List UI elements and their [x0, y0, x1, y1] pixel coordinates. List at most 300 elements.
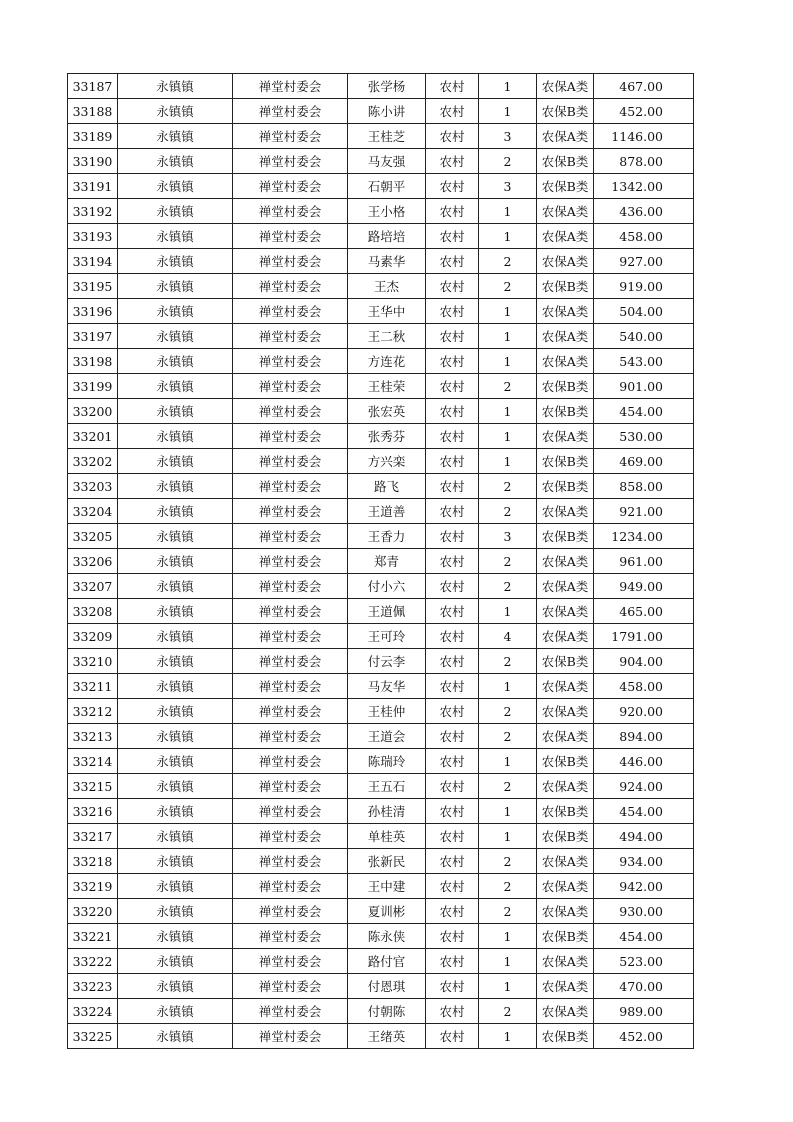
town-cell: 永镇镇: [118, 274, 233, 299]
village-committee-cell: 禅堂村委会: [233, 624, 348, 649]
person-name-cell: 王二秋: [348, 324, 426, 349]
person-name-cell: 马友华: [348, 674, 426, 699]
amount-cell: 446.00: [594, 749, 694, 774]
insurance-category-cell: 农保A类: [537, 199, 594, 224]
table-row: [68, 99, 694, 124]
insurance-category-cell: 农保A类: [537, 899, 594, 924]
village-committee-cell: 禅堂村委会: [233, 749, 348, 774]
member-count-cell: 1: [479, 799, 537, 824]
insurance-category-cell: 农保B类: [537, 99, 594, 124]
insurance-category-cell: 农保A类: [537, 949, 594, 974]
member-count-cell: 1: [479, 924, 537, 949]
amount-cell: 470.00: [594, 974, 694, 999]
person-name-cell: 夏训彬: [348, 899, 426, 924]
town-cell: 永镇镇: [118, 524, 233, 549]
household-type-cell: 农村: [426, 424, 479, 449]
table-row: [68, 474, 694, 499]
record-id-cell: 33193: [68, 224, 118, 249]
village-committee-cell: 禅堂村委会: [233, 449, 348, 474]
table-row: [68, 1024, 694, 1049]
table-row: [68, 674, 694, 699]
town-cell: 永镇镇: [118, 599, 233, 624]
insurance-category-cell: 农保B类: [537, 449, 594, 474]
household-type-cell: 农村: [426, 774, 479, 799]
person-name-cell: 陈永侠: [348, 924, 426, 949]
table-row: [68, 624, 694, 649]
amount-cell: 504.00: [594, 299, 694, 324]
table-row: [68, 749, 694, 774]
table-row: [68, 724, 694, 749]
insurance-category-cell: 农保A类: [537, 574, 594, 599]
member-count-cell: 2: [479, 724, 537, 749]
village-committee-cell: 禅堂村委会: [233, 849, 348, 874]
record-id-cell: 33220: [68, 899, 118, 924]
person-name-cell: 路培培: [348, 224, 426, 249]
town-cell: 永镇镇: [118, 424, 233, 449]
table-row: [68, 999, 694, 1024]
household-type-cell: 农村: [426, 674, 479, 699]
amount-cell: 436.00: [594, 199, 694, 224]
record-id-cell: 33192: [68, 199, 118, 224]
amount-cell: 930.00: [594, 899, 694, 924]
insurance-category-cell: 农保B类: [537, 649, 594, 674]
town-cell: 永镇镇: [118, 1024, 233, 1049]
village-committee-cell: 禅堂村委会: [233, 399, 348, 424]
person-name-cell: 张宏英: [348, 399, 426, 424]
village-committee-cell: 禅堂村委会: [233, 699, 348, 724]
record-id-cell: 33222: [68, 949, 118, 974]
household-type-cell: 农村: [426, 749, 479, 774]
member-count-cell: 1: [479, 449, 537, 474]
member-count-cell: 4: [479, 624, 537, 649]
household-type-cell: 农村: [426, 174, 479, 199]
household-type-cell: 农村: [426, 574, 479, 599]
insurance-category-cell: 农保B类: [537, 149, 594, 174]
person-name-cell: 王桂仲: [348, 699, 426, 724]
table-row: [68, 799, 694, 824]
record-id-cell: 33217: [68, 824, 118, 849]
record-id-cell: 33218: [68, 849, 118, 874]
town-cell: 永镇镇: [118, 174, 233, 199]
table-row: [68, 74, 694, 99]
village-committee-cell: 禅堂村委会: [233, 824, 348, 849]
amount-cell: 989.00: [594, 999, 694, 1024]
insurance-category-cell: 农保A类: [537, 699, 594, 724]
village-committee-cell: 禅堂村委会: [233, 249, 348, 274]
village-committee-cell: 禅堂村委会: [233, 174, 348, 199]
person-name-cell: 路飞: [348, 474, 426, 499]
member-count-cell: 2: [479, 849, 537, 874]
insurance-category-cell: 农保A类: [537, 674, 594, 699]
town-cell: 永镇镇: [118, 549, 233, 574]
member-count-cell: 2: [479, 899, 537, 924]
record-id-cell: 33212: [68, 699, 118, 724]
insurance-category-cell: 农保B类: [537, 174, 594, 199]
table-row: [68, 549, 694, 574]
record-id-cell: 33199: [68, 374, 118, 399]
member-count-cell: 3: [479, 524, 537, 549]
insurance-category-cell: 农保A类: [537, 299, 594, 324]
amount-cell: 1234.00: [594, 524, 694, 549]
town-cell: 永镇镇: [118, 349, 233, 374]
table-row: [68, 874, 694, 899]
insurance-category-cell: 农保B类: [537, 824, 594, 849]
amount-cell: 454.00: [594, 399, 694, 424]
town-cell: 永镇镇: [118, 674, 233, 699]
record-id-cell: 33215: [68, 774, 118, 799]
person-name-cell: 王五石: [348, 774, 426, 799]
amount-cell: 458.00: [594, 224, 694, 249]
record-id-cell: 33203: [68, 474, 118, 499]
village-committee-cell: 禅堂村委会: [233, 874, 348, 899]
member-count-cell: 1: [479, 599, 537, 624]
amount-cell: 858.00: [594, 474, 694, 499]
amount-cell: 452.00: [594, 1024, 694, 1049]
insurance-category-cell: 农保B类: [537, 524, 594, 549]
person-name-cell: 路付官: [348, 949, 426, 974]
amount-cell: 523.00: [594, 949, 694, 974]
table-row: [68, 774, 694, 799]
record-id-cell: 33208: [68, 599, 118, 624]
table-row: [68, 699, 694, 724]
member-count-cell: 2: [479, 149, 537, 174]
household-type-cell: 农村: [426, 849, 479, 874]
town-cell: 永镇镇: [118, 749, 233, 774]
record-id-cell: 33213: [68, 724, 118, 749]
town-cell: 永镇镇: [118, 149, 233, 174]
household-type-cell: 农村: [426, 349, 479, 374]
amount-cell: 904.00: [594, 649, 694, 674]
household-type-cell: 农村: [426, 999, 479, 1024]
village-committee-cell: 禅堂村委会: [233, 599, 348, 624]
record-id-cell: 33194: [68, 249, 118, 274]
record-id-cell: 33205: [68, 524, 118, 549]
village-committee-cell: 禅堂村委会: [233, 374, 348, 399]
insurance-category-cell: 农保A类: [537, 224, 594, 249]
table-row: [68, 524, 694, 549]
insurance-category-cell: 农保A类: [537, 624, 594, 649]
record-id-cell: 33195: [68, 274, 118, 299]
member-count-cell: 1: [479, 824, 537, 849]
amount-cell: 934.00: [594, 849, 694, 874]
town-cell: 永镇镇: [118, 824, 233, 849]
person-name-cell: 王香力: [348, 524, 426, 549]
record-id-cell: 33207: [68, 574, 118, 599]
village-committee-cell: 禅堂村委会: [233, 974, 348, 999]
member-count-cell: 1: [479, 349, 537, 374]
member-count-cell: 2: [479, 374, 537, 399]
town-cell: 永镇镇: [118, 949, 233, 974]
record-id-cell: 33198: [68, 349, 118, 374]
village-committee-cell: 禅堂村委会: [233, 124, 348, 149]
table-row: [68, 299, 694, 324]
person-name-cell: 付恩琪: [348, 974, 426, 999]
insurance-category-cell: 农保A类: [537, 424, 594, 449]
table-row: [68, 599, 694, 624]
household-type-cell: 农村: [426, 624, 479, 649]
member-count-cell: 1: [479, 949, 537, 974]
record-id-cell: 33219: [68, 874, 118, 899]
amount-cell: 927.00: [594, 249, 694, 274]
person-name-cell: 张新民: [348, 849, 426, 874]
village-committee-cell: 禅堂村委会: [233, 524, 348, 549]
village-committee-cell: 禅堂村委会: [233, 274, 348, 299]
record-id-cell: 33200: [68, 399, 118, 424]
table-row: [68, 374, 694, 399]
table-row: [68, 849, 694, 874]
person-name-cell: 王华中: [348, 299, 426, 324]
table-row: [68, 924, 694, 949]
record-id-cell: 33225: [68, 1024, 118, 1049]
person-name-cell: 王桂荣: [348, 374, 426, 399]
household-type-cell: 农村: [426, 474, 479, 499]
member-count-cell: 1: [479, 199, 537, 224]
household-type-cell: 农村: [426, 99, 479, 124]
member-count-cell: 1: [479, 974, 537, 999]
town-cell: 永镇镇: [118, 799, 233, 824]
member-count-cell: 2: [479, 874, 537, 899]
insurance-category-cell: 农保A类: [537, 549, 594, 574]
household-type-cell: 农村: [426, 649, 479, 674]
insurance-category-cell: 农保B类: [537, 749, 594, 774]
household-type-cell: 农村: [426, 1024, 479, 1049]
village-committee-cell: 禅堂村委会: [233, 199, 348, 224]
village-committee-cell: 禅堂村委会: [233, 74, 348, 99]
record-id-cell: 33224: [68, 999, 118, 1024]
person-name-cell: 单桂英: [348, 824, 426, 849]
amount-cell: 1146.00: [594, 124, 694, 149]
member-count-cell: 3: [479, 174, 537, 199]
person-name-cell: 陈瑞玲: [348, 749, 426, 774]
town-cell: 永镇镇: [118, 449, 233, 474]
town-cell: 永镇镇: [118, 774, 233, 799]
amount-cell: 1791.00: [594, 624, 694, 649]
table-row: [68, 124, 694, 149]
person-name-cell: 石朝平: [348, 174, 426, 199]
record-id-cell: 33189: [68, 124, 118, 149]
amount-cell: 454.00: [594, 924, 694, 949]
record-id-cell: 33197: [68, 324, 118, 349]
town-cell: 永镇镇: [118, 99, 233, 124]
person-name-cell: 孙桂清: [348, 799, 426, 824]
member-count-cell: 1: [479, 99, 537, 124]
amount-cell: 949.00: [594, 574, 694, 599]
insurance-category-cell: 农保A类: [537, 599, 594, 624]
member-count-cell: 2: [479, 474, 537, 499]
insurance-category-cell: 农保B类: [537, 374, 594, 399]
record-id-cell: 33196: [68, 299, 118, 324]
table-row: [68, 449, 694, 474]
household-type-cell: 农村: [426, 324, 479, 349]
record-id-cell: 33206: [68, 549, 118, 574]
person-name-cell: 王桂芝: [348, 124, 426, 149]
table-row: [68, 399, 694, 424]
record-id-cell: 33204: [68, 499, 118, 524]
record-id-cell: 33216: [68, 799, 118, 824]
table-row: [68, 224, 694, 249]
record-id-cell: 33187: [68, 74, 118, 99]
town-cell: 永镇镇: [118, 624, 233, 649]
table-row: [68, 149, 694, 174]
household-type-cell: 农村: [426, 899, 479, 924]
record-id-cell: 33191: [68, 174, 118, 199]
town-cell: 永镇镇: [118, 974, 233, 999]
household-type-cell: 农村: [426, 949, 479, 974]
person-name-cell: 张学杨: [348, 74, 426, 99]
member-count-cell: 2: [479, 274, 537, 299]
member-count-cell: 1: [479, 749, 537, 774]
town-cell: 永镇镇: [118, 199, 233, 224]
member-count-cell: 3: [479, 124, 537, 149]
member-count-cell: 1: [479, 299, 537, 324]
member-count-cell: 2: [479, 699, 537, 724]
insurance-category-cell: 农保B类: [537, 474, 594, 499]
person-name-cell: 王绪英: [348, 1024, 426, 1049]
person-name-cell: 付云李: [348, 649, 426, 674]
table-row: [68, 949, 694, 974]
town-cell: 永镇镇: [118, 924, 233, 949]
person-name-cell: 王可玲: [348, 624, 426, 649]
amount-cell: 540.00: [594, 324, 694, 349]
village-committee-cell: 禅堂村委会: [233, 499, 348, 524]
town-cell: 永镇镇: [118, 574, 233, 599]
village-committee-cell: 禅堂村委会: [233, 424, 348, 449]
person-name-cell: 王中建: [348, 874, 426, 899]
table-row: [68, 424, 694, 449]
person-name-cell: 马素华: [348, 249, 426, 274]
table-row: [68, 649, 694, 674]
table-row: [68, 274, 694, 299]
amount-cell: 924.00: [594, 774, 694, 799]
town-cell: 永镇镇: [118, 324, 233, 349]
household-type-cell: 农村: [426, 874, 479, 899]
insurance-category-cell: 农保A类: [537, 74, 594, 99]
record-id-cell: 33211: [68, 674, 118, 699]
insurance-category-cell: 农保B类: [537, 924, 594, 949]
person-name-cell: 王杰: [348, 274, 426, 299]
village-committee-cell: 禅堂村委会: [233, 224, 348, 249]
village-committee-cell: 禅堂村委会: [233, 99, 348, 124]
amount-cell: 920.00: [594, 699, 694, 724]
record-id-cell: 33210: [68, 649, 118, 674]
person-name-cell: 张秀芬: [348, 424, 426, 449]
amount-cell: 543.00: [594, 349, 694, 374]
town-cell: 永镇镇: [118, 224, 233, 249]
household-type-cell: 农村: [426, 199, 479, 224]
household-type-cell: 农村: [426, 449, 479, 474]
amount-cell: 942.00: [594, 874, 694, 899]
town-cell: 永镇镇: [118, 699, 233, 724]
town-cell: 永镇镇: [118, 999, 233, 1024]
person-name-cell: 付朝陈: [348, 999, 426, 1024]
person-name-cell: 郑青: [348, 549, 426, 574]
member-count-cell: 1: [479, 399, 537, 424]
village-committee-cell: 禅堂村委会: [233, 149, 348, 174]
household-type-cell: 农村: [426, 374, 479, 399]
amount-cell: 454.00: [594, 799, 694, 824]
person-name-cell: 王小格: [348, 199, 426, 224]
insurance-category-cell: 农保A类: [537, 874, 594, 899]
member-count-cell: 2: [479, 574, 537, 599]
village-committee-cell: 禅堂村委会: [233, 899, 348, 924]
record-id-cell: 33202: [68, 449, 118, 474]
village-committee-cell: 禅堂村委会: [233, 299, 348, 324]
household-type-cell: 农村: [426, 599, 479, 624]
member-count-cell: 1: [479, 424, 537, 449]
record-id-cell: 33201: [68, 424, 118, 449]
insurance-category-cell: 农保B类: [537, 399, 594, 424]
person-name-cell: 方连花: [348, 349, 426, 374]
town-cell: 永镇镇: [118, 724, 233, 749]
insurance-category-cell: 农保A类: [537, 774, 594, 799]
insurance-category-cell: 农保A类: [537, 849, 594, 874]
insurance-category-cell: 农保A类: [537, 324, 594, 349]
household-type-cell: 农村: [426, 274, 479, 299]
village-committee-cell: 禅堂村委会: [233, 924, 348, 949]
table-row: [68, 199, 694, 224]
table-row: [68, 974, 694, 999]
insurance-category-cell: 农保A类: [537, 124, 594, 149]
insurance-category-cell: 农保A类: [537, 999, 594, 1024]
table-row: [68, 174, 694, 199]
town-cell: 永镇镇: [118, 399, 233, 424]
village-committee-cell: 禅堂村委会: [233, 799, 348, 824]
amount-cell: 901.00: [594, 374, 694, 399]
relief-roster-table: [67, 73, 694, 1049]
household-type-cell: 农村: [426, 499, 479, 524]
amount-cell: 465.00: [594, 599, 694, 624]
member-count-cell: 2: [479, 549, 537, 574]
household-type-cell: 农村: [426, 524, 479, 549]
table-row: [68, 349, 694, 374]
member-count-cell: 1: [479, 324, 537, 349]
member-count-cell: 2: [479, 999, 537, 1024]
household-type-cell: 农村: [426, 224, 479, 249]
member-count-cell: 2: [479, 774, 537, 799]
insurance-category-cell: 农保A类: [537, 249, 594, 274]
household-type-cell: 农村: [426, 399, 479, 424]
village-committee-cell: 禅堂村委会: [233, 724, 348, 749]
village-committee-cell: 禅堂村委会: [233, 349, 348, 374]
table-row: [68, 499, 694, 524]
village-committee-cell: 禅堂村委会: [233, 999, 348, 1024]
insurance-category-cell: 农保B类: [537, 799, 594, 824]
village-committee-cell: 禅堂村委会: [233, 774, 348, 799]
household-type-cell: 农村: [426, 124, 479, 149]
town-cell: 永镇镇: [118, 874, 233, 899]
amount-cell: 469.00: [594, 449, 694, 474]
amount-cell: 961.00: [594, 549, 694, 574]
member-count-cell: 1: [479, 74, 537, 99]
household-type-cell: 农村: [426, 824, 479, 849]
amount-cell: 458.00: [594, 674, 694, 699]
town-cell: 永镇镇: [118, 74, 233, 99]
record-id-cell: 33190: [68, 149, 118, 174]
village-committee-cell: 禅堂村委会: [233, 649, 348, 674]
amount-cell: 494.00: [594, 824, 694, 849]
insurance-category-cell: 农保A类: [537, 349, 594, 374]
table-row: [68, 824, 694, 849]
town-cell: 永镇镇: [118, 899, 233, 924]
person-name-cell: 王道佩: [348, 599, 426, 624]
amount-cell: 878.00: [594, 149, 694, 174]
record-id-cell: 33209: [68, 624, 118, 649]
household-type-cell: 农村: [426, 149, 479, 174]
household-type-cell: 农村: [426, 924, 479, 949]
member-count-cell: 2: [479, 649, 537, 674]
insurance-category-cell: 农保B类: [537, 274, 594, 299]
village-committee-cell: 禅堂村委会: [233, 474, 348, 499]
